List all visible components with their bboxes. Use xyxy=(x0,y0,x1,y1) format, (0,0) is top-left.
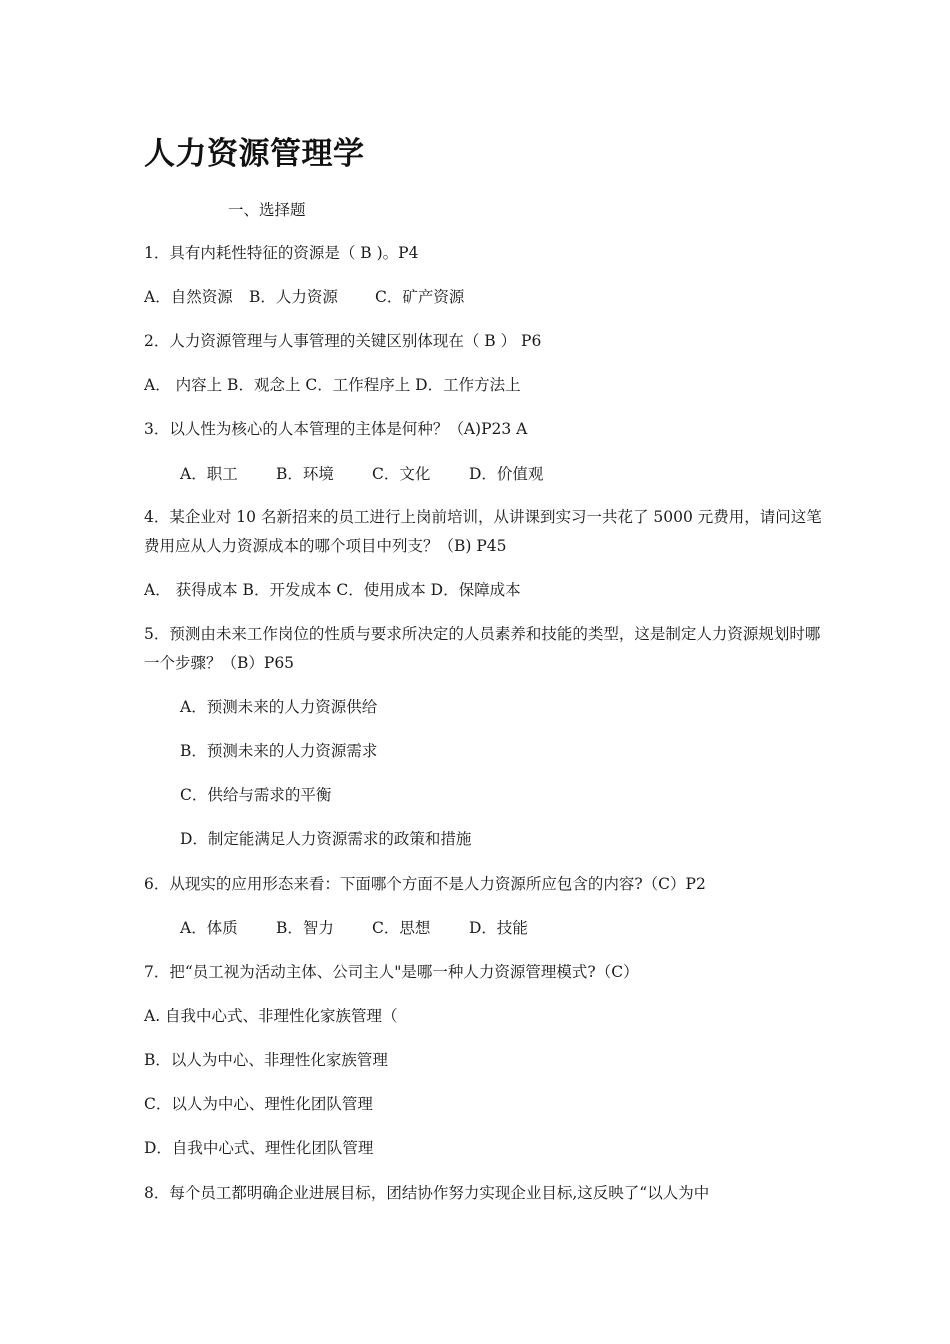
option-c: C．思想 xyxy=(372,919,431,937)
question-4-options: A． 获得成本 B．开发成本 C．使用成本 D．保障成本 xyxy=(144,581,521,599)
option-d: D．技能 xyxy=(469,919,528,937)
question-5-option-a: A．预测未来的人力资源供给 xyxy=(180,698,378,716)
question-7-option-b: B．以人为中心、非理性化家族管理 xyxy=(144,1051,388,1069)
option-c: C．矿产资源 xyxy=(375,288,465,306)
question-5: 5．预测由未来工作岗位的性质与要求所决定的人员素养和技能的类型，这是制定人力资源规划时哪一个步骤？（B）P65 xyxy=(144,625,821,672)
question-6: 6．从现实的应用形态来看：下面哪个方面不是人力资源所应包含的内容?（C）P2 xyxy=(144,875,706,893)
option-c: C．文化 xyxy=(372,465,431,483)
option-b: B．人力资源 xyxy=(249,288,338,306)
option-d: D．价值观 xyxy=(469,465,544,483)
question-8: 8．每个员工都明确企业进展目标，团结协作努力实现企业目标,这反映了“以人为中 xyxy=(144,1184,710,1202)
option-a: A．职工 xyxy=(180,465,238,483)
question-1: 1．具有内耗性特征的资源是（ B )。P4 xyxy=(144,244,419,262)
question-5-option-d: D．制定能满足人力资源需求的政策和措施 xyxy=(180,830,472,848)
question-7: 7．把“员工视为活动主体、公司主人"是哪一种人力资源管理模式?（C） xyxy=(144,963,639,981)
question-5-option-c: C．供给与需求的平衡 xyxy=(180,786,332,804)
section-heading: 一、选择题 xyxy=(228,201,306,219)
question-2: 2．人力资源管理与人事管理的关键区别体现在（ B ） P6 xyxy=(144,332,542,350)
question-4: 4．某企业对 10 名新招来的员工进行上岗前培训，从讲课到实习一共花了 5000 元费用，请问这笔费用应从人力资源成本的哪个项目中列支？（B) P45 xyxy=(144,508,822,555)
question-1-options xyxy=(144,286,464,308)
question-3-options xyxy=(180,463,543,485)
question-2-options: A． 内容上 B．观念上 C．工作程序上 D．工作方法上 xyxy=(144,376,521,394)
option-b: B．环境 xyxy=(276,465,334,483)
option-b: B．智力 xyxy=(276,919,334,937)
option-a: A．体质 xyxy=(180,919,238,937)
question-7-option-c: C．以人为中心、理性化团队管理 xyxy=(144,1095,373,1113)
question-6-options xyxy=(180,917,528,939)
document-title: 人力资源管理学 xyxy=(144,136,365,172)
option-a: A．自然资源 xyxy=(144,288,233,306)
question-5-option-b: B．预测未来的人力资源需求 xyxy=(180,742,378,760)
question-7-option-a: A. 自我中心式、非理性化家族管理（ xyxy=(144,1007,398,1025)
question-3: 3．以人性为核心的人本管理的主体是何种？（A)P23 A xyxy=(144,420,528,438)
question-7-option-d: D．自我中心式、理性化团队管理 xyxy=(144,1139,374,1157)
